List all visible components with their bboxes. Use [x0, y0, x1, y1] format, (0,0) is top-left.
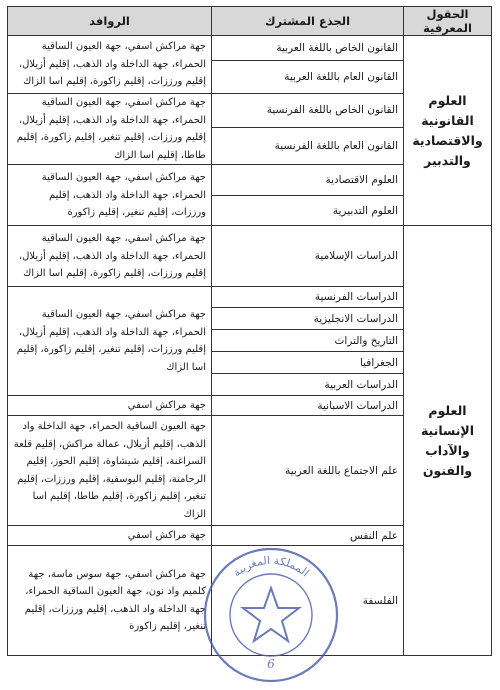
pool-cell: جهة مراكش اسفي [8, 396, 212, 416]
core-cell: القانون العام باللغة العربية [212, 61, 404, 94]
field-legal: العلوم القانونية والاقتصادية والتدبير [404, 36, 492, 226]
core-cell: القانون الخاص باللغة الفرنسية [212, 94, 404, 128]
header-pool: الروافد [8, 7, 212, 36]
core-cell: القانون العام باللغة الفرنسية [212, 127, 404, 165]
field-humanities: العلوم الإنسانية والآداب والفنون [404, 226, 492, 656]
table-row [8, 36, 492, 61]
core-cell: الدراسات الاسبانية [212, 396, 404, 416]
core-cell: الدراسات الإسلامية [212, 226, 404, 287]
header-field: الحقول المعرفية [404, 7, 492, 36]
pool-cell: جهة مراكش اسفي، جهة العيون الساقية الحمراء، جهة الداخلة واد الذهب، إقليم أزيلال، إقليم ورززات، إقليم تنغير، إقليم زاكورة، إقليم اسا الزاك [8, 287, 212, 396]
pool-cell: جهة مراكش اسفي، جهة العيون الساقية الحمراء، جهة الداخلة واد الذهب، إقليم ورززات، إقليم تنغير، إقليم زاكورة [8, 165, 212, 226]
pool-cell: جهة مراكش اسفي، جهة العيون الساقية الحمراء، جهة الداخلة واد الذهب، إقليم أزيلال، إقليم ورززات، إقليم زاكورة، إقليم اسا الزاك [8, 226, 212, 287]
core-cell: العلوم الاقتصادية [212, 165, 404, 196]
core-cell: العلوم التدبيرية [212, 196, 404, 226]
pool-cell: جهة مراكش اسفي، جهة سوس ماسة، جهة كلميم واد نون، جهة العيون الساقية الحمراء، جهة الداخلة واد الذهب، إقليم ورززات، إقليم تنغير، إقليم زاكورة [8, 546, 212, 656]
core-cell: علم الاجتماع باللغة العربية [212, 416, 404, 526]
header-row [8, 7, 492, 36]
core-cell: علم النفس [212, 526, 404, 546]
pool-cell: جهة مراكش اسفي، جهة العيون الساقية الحمراء، جهة الداخلة واد الذهب، إقليم أزيلال، إقليم ورززات، إقليم تنغير، إقليم زاكورة، إقليم طاطا، إقليم اسا الزاك [8, 94, 212, 165]
pool-cell: جهة مراكش اسفي [8, 526, 212, 546]
table-row [8, 226, 492, 287]
core-cell: الفلسفة [212, 546, 404, 656]
core-cell: الدراسات الفرنسية [212, 287, 404, 308]
stamp-text: المملكة المغربية [230, 553, 312, 580]
core-cell: التاريخ والتراث [212, 330, 404, 352]
header-core: الجذع المشترك [212, 7, 404, 36]
core-cell: الجغرافيا [212, 352, 404, 374]
orientation-table [7, 6, 492, 656]
page-number: 6 [267, 657, 275, 671]
pool-cell: جهة العيون الساقية الحمراء، جهة الداخلة واد الذهب، إقليم أزيلال، عمالة مراكش، إقليم قلعة السراغنة، إقليم شيشاوة، إقليم الحوز، إقليم الرحامنة، إقليم اليوسفية، إقليم ورززات، إقليم تنغير، إقليم زاكورة، إقليم طاطا، إقليم اسا الزاك [8, 416, 212, 526]
core-cell: القانون الخاص باللغة العربية [212, 36, 404, 61]
core-cell: الدراسات الانجليزية [212, 308, 404, 330]
core-cell: الدراسات العربية [212, 374, 404, 396]
pool-cell: جهة مراكش اسفي، جهة العيون الساقية الحمراء، جهة الداخلة واد الذهب، إقليم أزيلال، إقليم ورززات، إقليم زاكورة، إقليم اسا الزاك [8, 36, 212, 94]
